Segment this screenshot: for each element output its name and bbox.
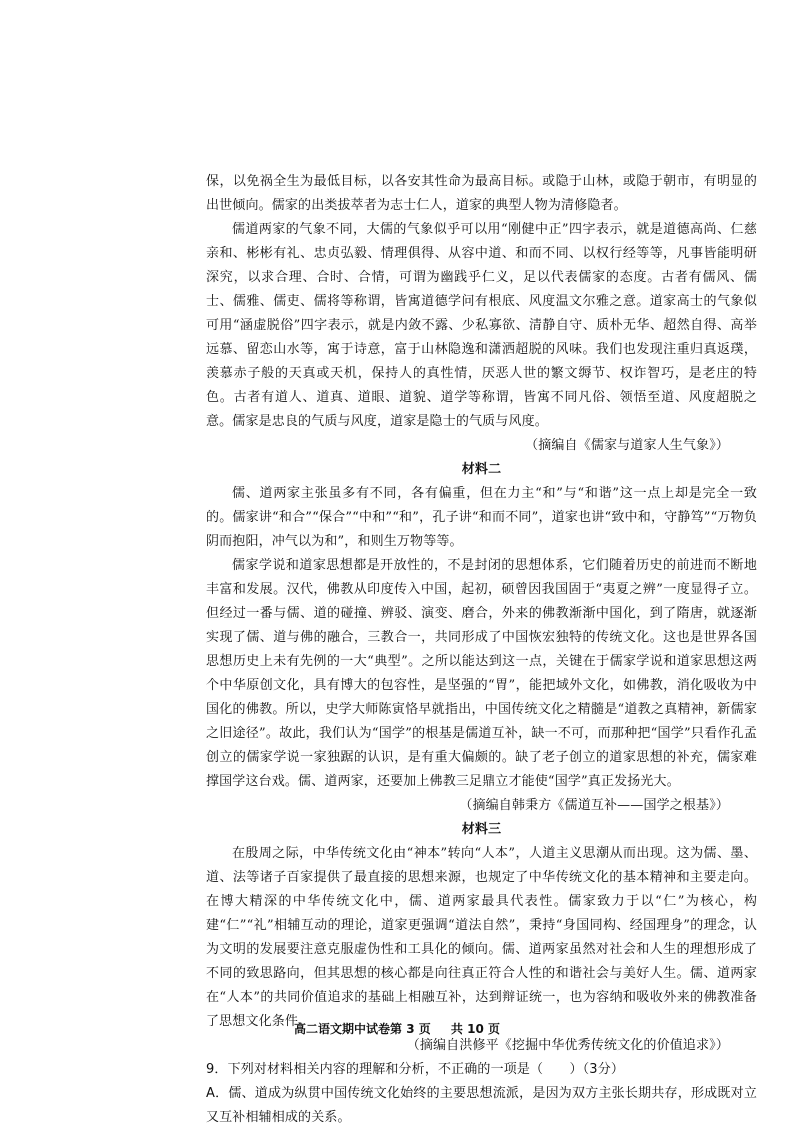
page-footer bbox=[0, 1020, 794, 1037]
source-citation-3: （摘编自洪修平《挖掘中华优秀传统文化的价值追求》） bbox=[406, 1038, 729, 1053]
passage-content bbox=[206, 170, 757, 1130]
page-number-label: 高二语文期中试卷第 3 页 bbox=[294, 1022, 431, 1036]
material-3-heading: 材料三 bbox=[461, 822, 502, 837]
paragraph-4: 儒家学说和道家思想都是开放性的，不是封闭的思想体系，它们随着历史的前进而不断地丰富和发展。汉代，佛教从印度传入中国，起初，硕曾因我国固于“夷夏之辨”一度显得孑立。但经过一番与儒、道的碰撞、辨驳、演变、磨合，外来的佛教渐渐中国化，到了隋唐，就逐渐实现了儒、道与佛的融合，三教合一，共同形成了中国恢宏独特的传统文化。这也是世界各国思想历史上未有先例的一大“典型”。之所以能达到这一点，关键在于儒家学说和道家思想这两个中华原创文化，具有博大的包容性，是坚强的“胃”，能把域外文化，如佛教，消化吸收为中国化的佛教。所以，史学大师陈寅恪早就指出，中国传统文化之精髓是“道教之真精神，新儒家之旧途径”。故此，我们认为“国学”的根基是儒道互补，缺一不可，而那种把“国学”只看作孔孟创立的儒家学说一家独踞的认识，是有重大偏颇的。缺了老子创立的道家思想的补充，儒家难撑国学这台戏。儒、道两家，还要加上佛教三足鼎立才能使“国学”真正发扬光大。 bbox=[206, 558, 757, 789]
paragraph-3: 儒、道两家主张虽多有不同，各有偏重，但在力主“和”与“和谐”这一点上却是完全一致的。儒家讲“和合”“保合”“中和”“和”，孔子讲“和而不同”，道家也讲“致中和，守静笃”“万物负阴而抱阳，冲气以为和”，和则生万物等等。 bbox=[206, 486, 757, 549]
material-2-heading: 材料二 bbox=[461, 462, 502, 477]
total-pages-label: 共 10 页 bbox=[450, 1022, 500, 1036]
paragraph-1-continued: 保，以免祸全生为最低目标，以各安其性命为最高目标。或隐于山林，或隐于朝市，有明显的出世倾向。儒家的出类拔萃者为志士仁人，道家的典型人物为清修隐者。 bbox=[206, 174, 757, 213]
question-9-option-a: A．儒、道成为纵贯中国传统文化始终的主要思想流派，是因为双方主张长期共存，形成既对立又互补相辅相成的关系。 bbox=[206, 1086, 757, 1125]
question-9-stem: 9．下列对材料相关内容的理解和分析，不正确的一项是（ ）（3分） bbox=[206, 1062, 624, 1077]
source-citation-2: （摘编自韩秉方《儒道互补——国学之根基》） bbox=[459, 798, 729, 813]
paragraph-5: 在殷周之际，中华传统文化由“神本”转向“人本”，人道主义思潮从而出现。这为儒、墨、道、法等诸子百家提供了最直接的思想来源，也规定了中华传统文化的基本精神和主要走向。在博大精深的中华传统文化中，儒、道两家最具代表性。儒家致力于以“仁”为核心，构建“仁”“礼”相辅互动的理论，道家更强调“道法自然”，秉持“身国同构、经国理身”的理念，认为文明的发展要注意克服虚伪性和工具化的倾向。儒、道两家虽然对社会和人生的理想形成了不同的致思路向，但其思想的核心都是向往真正符合人性的和谐社会与美好人生。儒、道两家在“人本”的共同价值追求的基础上相融互补，达到辩证统一，也为容纳和吸收外来的佛教准备了思想文化条件。 bbox=[206, 846, 757, 1029]
source-citation-1: （摘编自《儒家与道家人生气象》） bbox=[525, 438, 729, 453]
paragraph-2: 儒道两家的气象不同，大儒的气象似乎可以用“刚健中正”四字表示，就是道德高尚、仁慈亲和、彬彬有礼、忠贞弘毅、情理俱得、从容中道、和而不同、以权行经等等，凡事皆能明研深究，以求合理、合时、合情，可谓为幽践乎仁义，足以代表儒家的态度。古者有儒风、儒士、儒雅、儒吏、儒将等称谓，皆寓道德学问有根底、风度温文尔雅之意。道家高士的气象似可用“涵虚脱俗”四字表示，就是内敛不露、少私寡欲、清静自守、质朴无华、超然自得、高举远慕、留恋山水等，寓于诗意，富于山林隐逸和潇洒超脱的风味。我们也发现注重归真返璞，羡慕赤子般的天真或天机，保持人的真性情，厌恶人世的繁文缛节、权诈智巧，是老庄的特色。古者有道人、道真、道眼、道貌、道学等称谓，皆寓不同凡俗、领悟至道、风度超脱之意。儒家是忠良的气质与风度，道家是隐士的气质与风度。 bbox=[206, 222, 757, 429]
